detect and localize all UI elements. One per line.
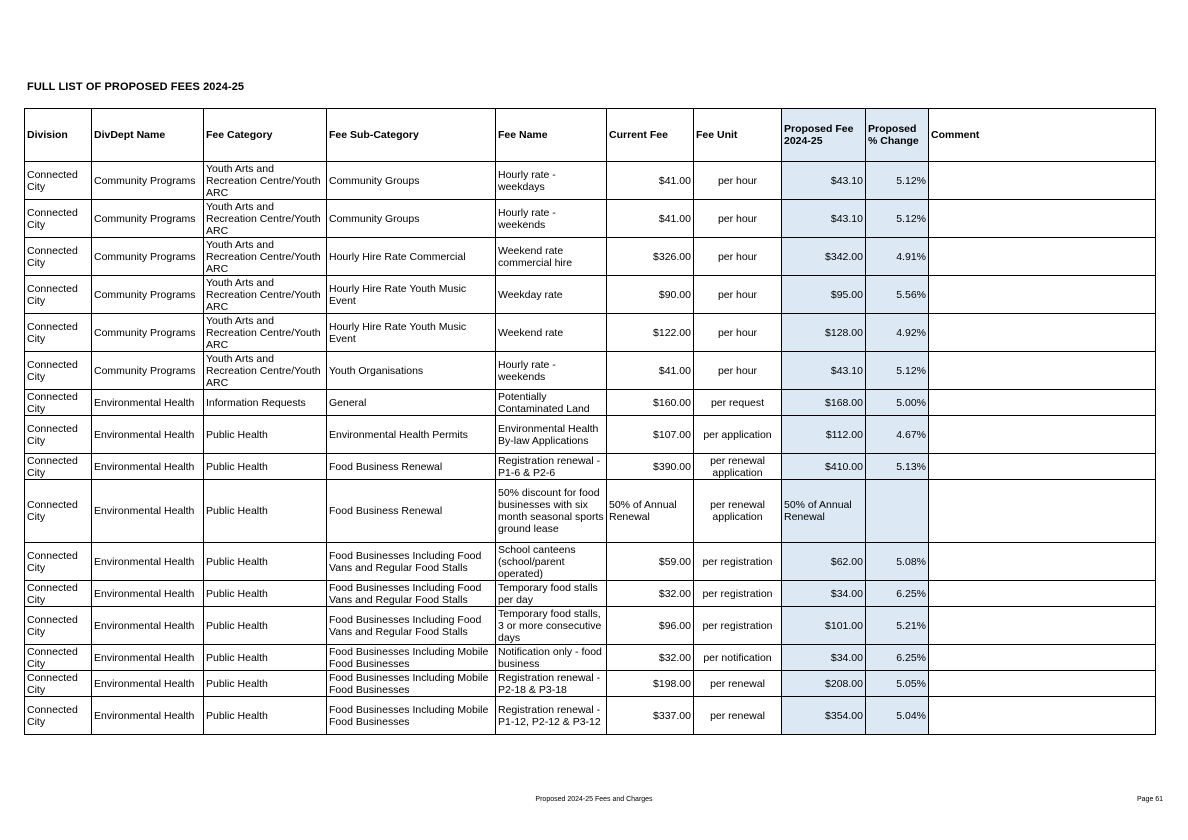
cell-comment xyxy=(929,581,1156,607)
cell-divdept-name: Environmental Health xyxy=(92,607,204,645)
cell-fee-name: Environmental Health By-law Applications xyxy=(496,416,607,454)
cell-fee-name: Temporary food stalls per day xyxy=(496,581,607,607)
table-row xyxy=(25,480,1156,543)
cell-fee-sub-category: Hourly Hire Rate Youth Music Event xyxy=(327,314,496,352)
table-row xyxy=(25,238,1156,276)
cell-comment xyxy=(929,543,1156,581)
cell-division: Connected City xyxy=(25,454,92,480)
cell-division: Connected City xyxy=(25,671,92,697)
cell-division: Connected City xyxy=(25,697,92,735)
table-row xyxy=(25,454,1156,480)
cell-fee-name: Hourly rate - weekends xyxy=(496,352,607,390)
cell-proposed-change: 4.91% xyxy=(866,238,929,276)
cell-comment xyxy=(929,671,1156,697)
cell-comment xyxy=(929,314,1156,352)
cell-fee-name: Weekend rate commercial hire xyxy=(496,238,607,276)
cell-comment xyxy=(929,607,1156,645)
cell-divdept-name: Community Programs xyxy=(92,238,204,276)
cell-fee-category: Public Health xyxy=(204,543,327,581)
cell-fee-sub-category: Food Business Renewal xyxy=(327,480,496,543)
cell-proposed-fee: $354.00 xyxy=(782,697,866,735)
cell-divdept-name: Community Programs xyxy=(92,200,204,238)
cell-fee-category: Youth Arts and Recreation Centre/Youth ARC xyxy=(204,162,327,200)
fees-table xyxy=(24,108,1156,735)
cell-proposed-fee: $410.00 xyxy=(782,454,866,480)
cell-proposed-fee: $43.10 xyxy=(782,200,866,238)
cell-proposed-change: 6.25% xyxy=(866,645,929,671)
cell-proposed-change: 5.08% xyxy=(866,543,929,581)
cell-divdept-name: Environmental Health xyxy=(92,390,204,416)
cell-comment xyxy=(929,276,1156,314)
cell-current-fee: 50% of Annual Renewal xyxy=(607,480,694,543)
table-body xyxy=(25,162,1156,735)
col-header-division: Division xyxy=(25,109,92,162)
cell-fee-name: Weekday rate xyxy=(496,276,607,314)
cell-fee-unit: per registration xyxy=(694,543,782,581)
table-row xyxy=(25,671,1156,697)
cell-fee-unit: per registration xyxy=(694,581,782,607)
cell-current-fee: $41.00 xyxy=(607,200,694,238)
cell-proposed-change: 5.13% xyxy=(866,454,929,480)
cell-fee-unit: per hour xyxy=(694,200,782,238)
cell-fee-sub-category: Food Businesses Including Food Vans and Regular Food Stalls xyxy=(327,607,496,645)
cell-proposed-fee: $43.10 xyxy=(782,162,866,200)
cell-fee-unit: per hour xyxy=(694,162,782,200)
cell-divdept-name: Environmental Health xyxy=(92,480,204,543)
table-row xyxy=(25,276,1156,314)
cell-fee-name: Temporary food stalls, 3 or more consecutive days xyxy=(496,607,607,645)
cell-fee-category: Public Health xyxy=(204,671,327,697)
cell-proposed-fee: $34.00 xyxy=(782,645,866,671)
cell-proposed-fee: $112.00 xyxy=(782,416,866,454)
cell-division: Connected City xyxy=(25,543,92,581)
cell-division: Connected City xyxy=(25,645,92,671)
cell-fee-unit: per registration xyxy=(694,607,782,645)
cell-comment xyxy=(929,454,1156,480)
cell-proposed-fee: $43.10 xyxy=(782,352,866,390)
cell-fee-unit: per renewal xyxy=(694,671,782,697)
table-row xyxy=(25,200,1156,238)
cell-division: Connected City xyxy=(25,200,92,238)
cell-fee-sub-category: Food Businesses Including Food Vans and Regular Food Stalls xyxy=(327,543,496,581)
page-title: FULL LIST OF PROPOSED FEES 2024-25 xyxy=(27,81,245,93)
col-header-proposed-change: Proposed % Change xyxy=(866,109,929,162)
col-header-fee-category: Fee Category xyxy=(204,109,327,162)
cell-fee-category: Public Health xyxy=(204,416,327,454)
cell-divdept-name: Environmental Health xyxy=(92,671,204,697)
cell-fee-name: Registration renewal - P1-12, P2-12 & P3-12 xyxy=(496,697,607,735)
cell-proposed-fee: $168.00 xyxy=(782,390,866,416)
cell-fee-unit: per application xyxy=(694,416,782,454)
cell-fee-name: Registration renewal - P1-6 & P2-6 xyxy=(496,454,607,480)
table-row xyxy=(25,645,1156,671)
cell-current-fee: $32.00 xyxy=(607,645,694,671)
cell-division: Connected City xyxy=(25,607,92,645)
cell-fee-unit: per hour xyxy=(694,276,782,314)
cell-current-fee: $326.00 xyxy=(607,238,694,276)
cell-fee-sub-category: Hourly Hire Rate Youth Music Event xyxy=(327,276,496,314)
cell-fee-name: Weekend rate xyxy=(496,314,607,352)
cell-fee-unit: per hour xyxy=(694,238,782,276)
cell-divdept-name: Community Programs xyxy=(92,162,204,200)
cell-fee-unit: per hour xyxy=(694,352,782,390)
table-row xyxy=(25,390,1156,416)
cell-current-fee: $90.00 xyxy=(607,276,694,314)
cell-division: Connected City xyxy=(25,238,92,276)
cell-division: Connected City xyxy=(25,390,92,416)
cell-proposed-change: 5.12% xyxy=(866,200,929,238)
cell-division: Connected City xyxy=(25,480,92,543)
cell-fee-category: Information Requests xyxy=(204,390,327,416)
cell-proposed-change: 5.05% xyxy=(866,671,929,697)
cell-divdept-name: Environmental Health xyxy=(92,697,204,735)
cell-fee-unit: per request xyxy=(694,390,782,416)
cell-fee-category: Youth Arts and Recreation Centre/Youth ARC xyxy=(204,352,327,390)
cell-current-fee: $96.00 xyxy=(607,607,694,645)
table-row xyxy=(25,607,1156,645)
col-header-fee-unit: Fee Unit xyxy=(694,109,782,162)
cell-fee-sub-category: Youth Organisations xyxy=(327,352,496,390)
cell-proposed-fee: $208.00 xyxy=(782,671,866,697)
cell-comment xyxy=(929,645,1156,671)
cell-proposed-change: 5.21% xyxy=(866,607,929,645)
cell-proposed-change xyxy=(866,480,929,543)
col-header-proposed-fee: Proposed Fee 2024-25 xyxy=(782,109,866,162)
cell-divdept-name: Environmental Health xyxy=(92,543,204,581)
cell-proposed-fee: $62.00 xyxy=(782,543,866,581)
col-header-fee-name: Fee Name xyxy=(496,109,607,162)
table-row xyxy=(25,543,1156,581)
cell-current-fee: $41.00 xyxy=(607,162,694,200)
cell-divdept-name: Environmental Health xyxy=(92,581,204,607)
table-row xyxy=(25,697,1156,735)
cell-fee-unit: per hour xyxy=(694,314,782,352)
cell-proposed-change: 5.12% xyxy=(866,352,929,390)
cell-current-fee: $390.00 xyxy=(607,454,694,480)
cell-fee-name: Hourly rate - weekdays xyxy=(496,162,607,200)
col-header-current-fee: Current Fee xyxy=(607,109,694,162)
cell-proposed-change: 4.67% xyxy=(866,416,929,454)
cell-division: Connected City xyxy=(25,352,92,390)
table-row xyxy=(25,581,1156,607)
cell-divdept-name: Environmental Health xyxy=(92,645,204,671)
cell-proposed-change: 5.00% xyxy=(866,390,929,416)
cell-fee-sub-category: Community Groups xyxy=(327,162,496,200)
cell-current-fee: $59.00 xyxy=(607,543,694,581)
cell-comment xyxy=(929,697,1156,735)
cell-division: Connected City xyxy=(25,314,92,352)
table-row xyxy=(25,314,1156,352)
cell-fee-name: Potentially Contaminated Land xyxy=(496,390,607,416)
cell-fee-sub-category: Hourly Hire Rate Commercial xyxy=(327,238,496,276)
footer-document-title: Proposed 2024-25 Fees and Charges xyxy=(535,796,653,803)
cell-divdept-name: Environmental Health xyxy=(92,454,204,480)
cell-fee-sub-category: Environmental Health Permits xyxy=(327,416,496,454)
cell-fee-name: School canteens (school/parent operated) xyxy=(496,543,607,581)
cell-comment xyxy=(929,480,1156,543)
cell-fee-name: Registration renewal - P2-18 & P3-18 xyxy=(496,671,607,697)
cell-fee-category: Public Health xyxy=(204,607,327,645)
cell-fee-unit: per renewal application xyxy=(694,454,782,480)
table-row xyxy=(25,162,1156,200)
col-header-fee-sub-category: Fee Sub-Category xyxy=(327,109,496,162)
cell-fee-category: Public Health xyxy=(204,454,327,480)
cell-comment xyxy=(929,390,1156,416)
cell-fee-sub-category: General xyxy=(327,390,496,416)
col-header-comment: Comment xyxy=(929,109,1156,162)
cell-proposed-fee: $101.00 xyxy=(782,607,866,645)
cell-proposed-fee: $342.00 xyxy=(782,238,866,276)
cell-fee-sub-category: Food Businesses Including Mobile Food Businesses xyxy=(327,697,496,735)
cell-current-fee: $32.00 xyxy=(607,581,694,607)
cell-divdept-name: Community Programs xyxy=(92,352,204,390)
cell-fee-category: Youth Arts and Recreation Centre/Youth ARC xyxy=(204,200,327,238)
cell-current-fee: $160.00 xyxy=(607,390,694,416)
cell-comment xyxy=(929,352,1156,390)
cell-proposed-fee: $128.00 xyxy=(782,314,866,352)
table-row xyxy=(25,416,1156,454)
cell-fee-sub-category: Community Groups xyxy=(327,200,496,238)
cell-fee-name: Hourly rate - weekends xyxy=(496,200,607,238)
cell-fee-category: Youth Arts and Recreation Centre/Youth ARC xyxy=(204,276,327,314)
col-header-divdept-name: DivDept Name xyxy=(92,109,204,162)
table-row xyxy=(25,352,1156,390)
cell-fee-sub-category: Food Businesses Including Mobile Food Businesses xyxy=(327,671,496,697)
cell-fee-category: Youth Arts and Recreation Centre/Youth ARC xyxy=(204,314,327,352)
cell-comment xyxy=(929,162,1156,200)
cell-current-fee: $41.00 xyxy=(607,352,694,390)
cell-fee-sub-category: Food Businesses Including Mobile Food Businesses xyxy=(327,645,496,671)
cell-fee-unit: per notification xyxy=(694,645,782,671)
cell-comment xyxy=(929,238,1156,276)
cell-division: Connected City xyxy=(25,162,92,200)
cell-fee-sub-category: Food Business Renewal xyxy=(327,454,496,480)
cell-fee-name: Notification only - food business xyxy=(496,645,607,671)
cell-proposed-change: 5.12% xyxy=(866,162,929,200)
cell-proposed-change: 4.92% xyxy=(866,314,929,352)
cell-comment xyxy=(929,200,1156,238)
cell-fee-unit: per renewal application xyxy=(694,480,782,543)
cell-division: Connected City xyxy=(25,416,92,454)
cell-fee-category: Public Health xyxy=(204,581,327,607)
cell-current-fee: $198.00 xyxy=(607,671,694,697)
cell-fee-category: Public Health xyxy=(204,697,327,735)
cell-proposed-change: 6.25% xyxy=(866,581,929,607)
cell-division: Connected City xyxy=(25,276,92,314)
cell-fee-category: Public Health xyxy=(204,480,327,543)
cell-fee-unit: per renewal xyxy=(694,697,782,735)
footer-page-number: Page 61 xyxy=(1137,796,1164,803)
cell-division: Connected City xyxy=(25,581,92,607)
cell-divdept-name: Community Programs xyxy=(92,314,204,352)
cell-proposed-change: 5.56% xyxy=(866,276,929,314)
cell-proposed-fee: $34.00 xyxy=(782,581,866,607)
cell-proposed-change: 5.04% xyxy=(866,697,929,735)
cell-fee-category: Public Health xyxy=(204,645,327,671)
cell-fee-category: Youth Arts and Recreation Centre/Youth ARC xyxy=(204,238,327,276)
cell-fee-name: 50% discount for food businesses with six month seasonal sports ground lease xyxy=(496,480,607,543)
cell-current-fee: $122.00 xyxy=(607,314,694,352)
cell-divdept-name: Community Programs xyxy=(92,276,204,314)
cell-current-fee: $337.00 xyxy=(607,697,694,735)
cell-fee-sub-category: Food Businesses Including Food Vans and Regular Food Stalls xyxy=(327,581,496,607)
cell-comment xyxy=(929,416,1156,454)
header-row xyxy=(25,109,1156,162)
cell-proposed-fee: 50% of Annual Renewal xyxy=(782,480,866,543)
cell-divdept-name: Environmental Health xyxy=(92,416,204,454)
cell-current-fee: $107.00 xyxy=(607,416,694,454)
cell-proposed-fee: $95.00 xyxy=(782,276,866,314)
